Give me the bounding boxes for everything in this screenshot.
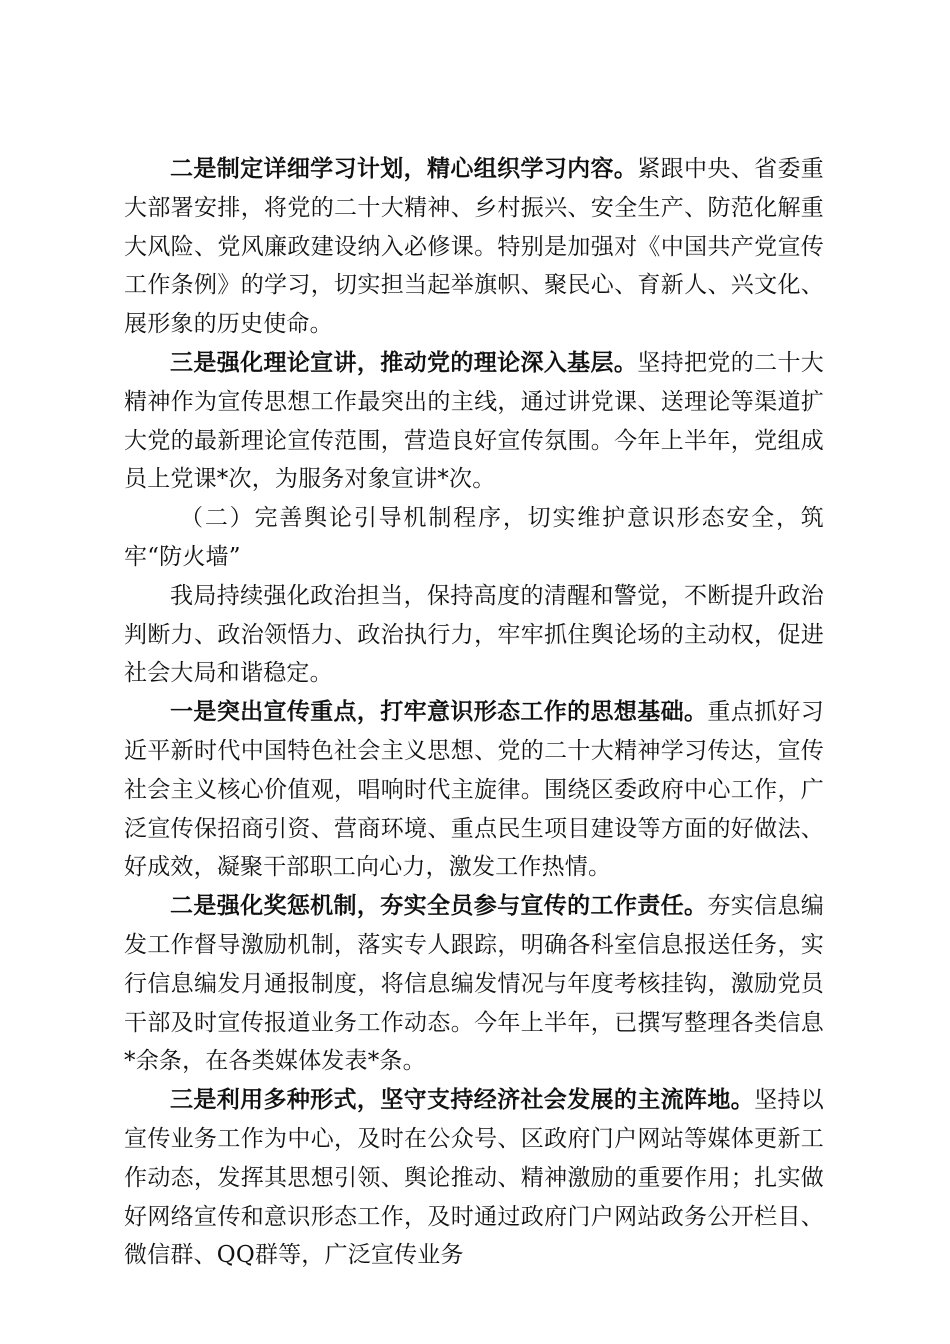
paragraph-text: 紧跟中央、省委重大部署安排，将党的二十大精神、乡村振兴、安全生产、防范化解重大风险、党风廉政建设纳入必修课。特别是加强对《中国共产党宣传工作条例》的学习，切实担当起举旗帜、聚民心、育新人、兴文化、展形象的历史使命。 bbox=[124, 156, 825, 338]
paragraph-study-plan bbox=[124, 150, 824, 344]
document-body bbox=[124, 150, 824, 1275]
paragraph-lead: 二是制定详细学习计划，精心组织学习内容。 bbox=[170, 156, 638, 182]
paragraph-intro bbox=[124, 577, 824, 693]
paragraph-text: 坚持以宣传业务工作为中心，及时在公众号、区政府门户网站等媒体更新工作动态，发挥其思想引领、舆论推动、精神激励的重要作用；扎实做好网络宣传和意识形态工作，及时通过政府门户网站政务公开栏目、微信群、QQ群等，广泛宣传业务 bbox=[124, 1087, 825, 1269]
paragraph-lead: 一是突出宣传重点，打牢意识形态工作的思想基础。 bbox=[170, 699, 708, 726]
paragraph-text: 夯实信息编发工作督导激励机制，落实专人跟踪，明确各科室信息报送任务，实行信息编发月通报制度，将信息编发情况与年度考核挂钩，激励党员干部及时宣传报道业务工作动态。今年上半年，已撰写整理各类信息*余条，在各类媒体发表*条。 bbox=[124, 893, 824, 1075]
paragraph-lead: 二是强化奖惩机制，夯实全员参与宣传的工作责任。 bbox=[170, 893, 708, 920]
paragraph-incentive-mechanism bbox=[124, 887, 824, 1081]
section-heading-text: （二）完善舆论引导机制程序，切实维护意识形态安全，筑牢“防火墙” bbox=[124, 505, 824, 570]
paragraph-text: 重点抓好习近平新时代中国特色社会主义思想、党的二十大精神学习传达，宣传社会主义核心价值观，唱响时代主旋律。围绕区委政府中心工作，广泛宣传保招商引资、营商环境、重点民生项目建设等方面的好做法、好成效，凝聚干部职工向心力，激发工作热情。 bbox=[124, 699, 824, 881]
paragraph-lead: 三是强化理论宣讲，推动党的理论深入基层。 bbox=[170, 349, 638, 376]
paragraph-theory-lecture bbox=[124, 344, 824, 499]
section-heading bbox=[124, 499, 824, 577]
paragraph-publicity-focus bbox=[124, 693, 824, 887]
paragraph-text: 我局持续强化政治担当，保持高度的清醒和警觉，不断提升政治判断力、政治领悟力、政治执行力，牢牢抓住舆论场的主动权，促进社会大局和谐稳定。 bbox=[124, 582, 824, 687]
paragraph-lead: 三是利用多种形式，坚守支持经济社会发展的主流阵地。 bbox=[170, 1087, 755, 1114]
paragraph-text: 坚持把党的二十大精神作为宣传思想工作最突出的主线，通过讲党课、送理论等渠道扩大党的最新理论宣传范围，营造良好宣传氛围。今年上半年，党组成员上党课*次，为服务对象宣讲*次。 bbox=[124, 349, 825, 493]
paragraph-mainstream-position bbox=[124, 1081, 824, 1275]
